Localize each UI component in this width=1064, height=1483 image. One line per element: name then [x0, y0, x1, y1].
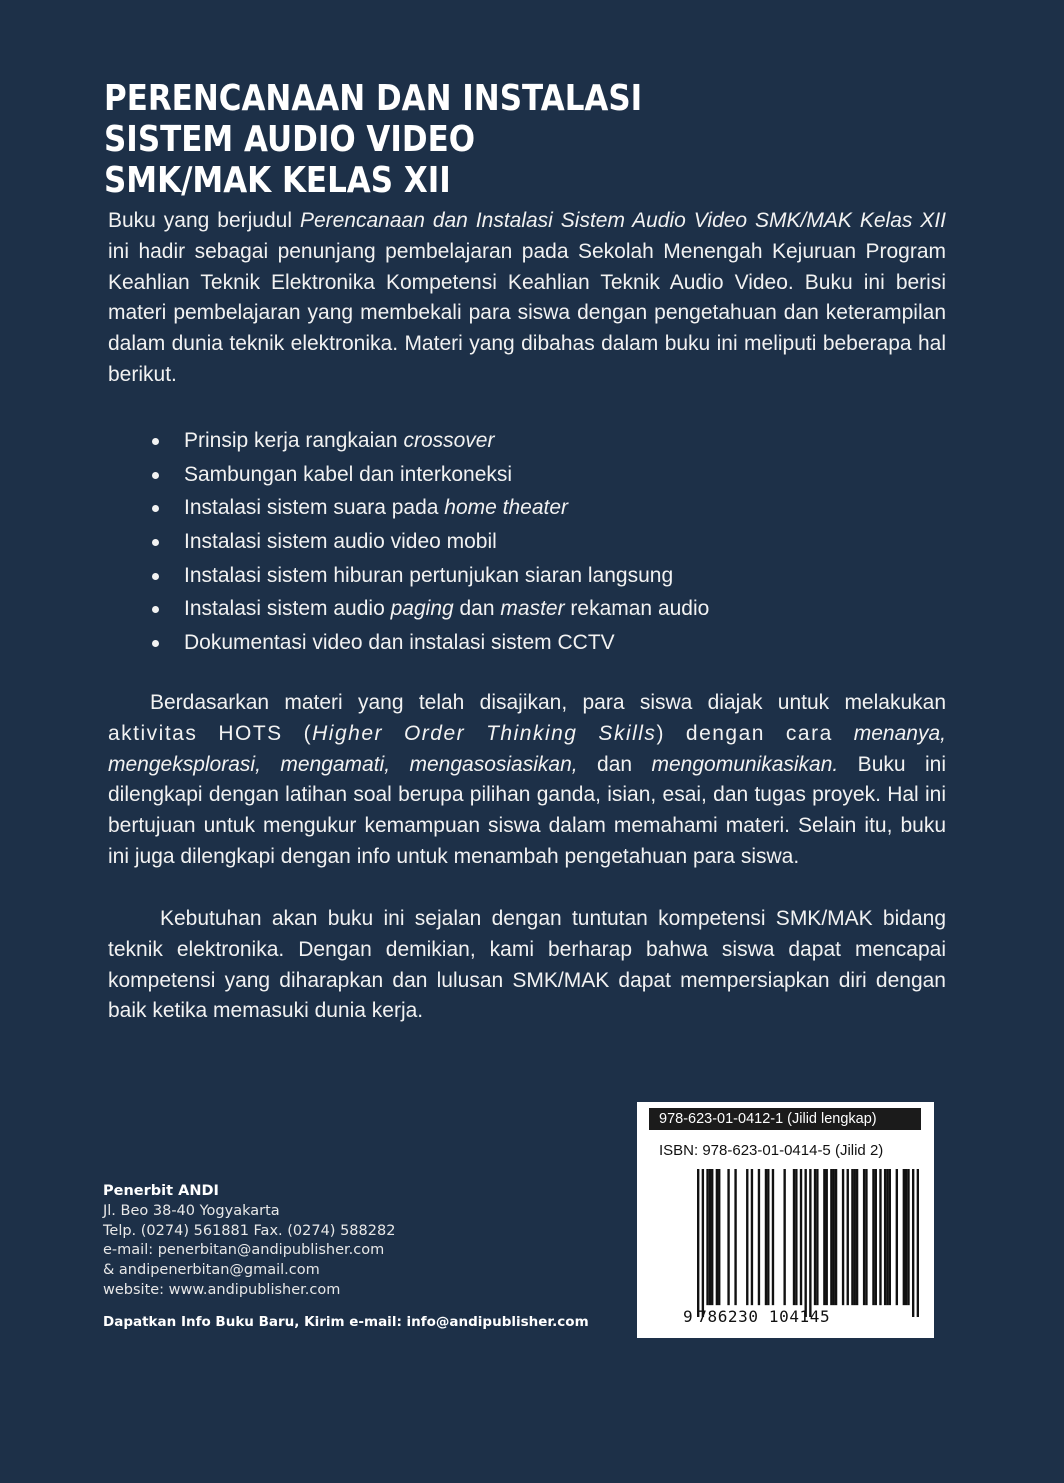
barcode-bar	[833, 1169, 835, 1305]
barcode-bar	[905, 1169, 907, 1305]
barcode-bar	[809, 1169, 811, 1317]
title-line-1: PERENCANAAN DAN INSTALASI	[104, 78, 643, 119]
barcode-bar	[863, 1169, 865, 1305]
barcode-bar	[875, 1169, 877, 1305]
publisher-website: website: www.andipublisher.com	[103, 1281, 341, 1298]
barcode-bar	[826, 1169, 828, 1305]
paragraph-text: aktivitas HOTS (	[108, 721, 313, 745]
publisher-name: Penerbit ANDI	[103, 1183, 219, 1199]
barcode-bar	[884, 1169, 886, 1305]
barcode-bar	[758, 1169, 760, 1305]
barcode-bar	[716, 1169, 718, 1305]
list-item-italic: paging	[390, 597, 454, 621]
list-item-italic: master	[500, 597, 565, 621]
barcode-bar	[711, 1169, 713, 1305]
publisher-email-2: & andipenerbitan@gmail.com	[103, 1262, 320, 1279]
barcode-box	[637, 1102, 934, 1338]
barcode-digits	[683, 1307, 923, 1326]
barcode-bar	[886, 1169, 888, 1305]
barcode-bar	[872, 1169, 874, 1305]
list-item-text: rekaman audio	[564, 597, 710, 621]
barcode-bar	[702, 1169, 704, 1317]
barcode-bar	[718, 1169, 720, 1305]
barcode-bar	[697, 1169, 699, 1317]
paragraph-text: dan	[577, 752, 652, 776]
paragraph-text: Berdasarkan materi yang telah disajikan, para siswa diajak untuk melakukan	[150, 691, 946, 714]
intro-text: Buku yang berjudul	[108, 209, 300, 232]
list-item	[152, 559, 932, 593]
barcode-bar	[814, 1169, 816, 1305]
barcode-digit-first: 9	[683, 1307, 694, 1326]
list-item-italic: home theater	[444, 496, 569, 520]
publisher-phone: Telp. (0274) 561881 Fax. (0274) 588282	[103, 1222, 396, 1239]
list-item-text: Dokumentasi video dan instalasi sistem CCTV	[184, 631, 615, 655]
list-item	[152, 458, 932, 492]
barcode-graphic	[697, 1169, 919, 1317]
barcode-bar	[851, 1169, 853, 1305]
paragraph-text: ) dengan cara	[656, 721, 854, 745]
list-item	[152, 525, 932, 559]
bullet-icon	[152, 505, 159, 512]
list-item-text: Instalasi sistem hiburan pertunjukan siaran langsung	[184, 563, 674, 587]
isbn-label: ISBN: 978-623-01-0414-5 (Jilid 2)	[659, 1142, 884, 1159]
paragraph-italic: mengomunikasikan.	[651, 752, 839, 776]
barcode-bar	[746, 1169, 748, 1305]
barcode-bar	[767, 1169, 769, 1305]
barcode-bar	[847, 1169, 849, 1305]
barcode-bar	[706, 1169, 708, 1305]
paragraph-italic: Higher Order Thinking Skills	[312, 721, 657, 745]
barcode-bar	[727, 1169, 729, 1305]
barcode-bar	[793, 1169, 795, 1305]
barcode-bar	[835, 1169, 837, 1305]
title-line-3: SMK/MAK KELAS XII	[104, 160, 451, 201]
barcode-bar	[734, 1169, 736, 1305]
list-item-text: Prinsip kerja rangkaian	[184, 429, 404, 452]
barcode-bar	[917, 1169, 919, 1317]
barcode-bar	[751, 1169, 753, 1305]
list-item-italic: crossover	[403, 429, 495, 452]
publisher-address: Jl. Beo 38-40 Yogyakarta	[103, 1202, 280, 1219]
barcode-bar	[879, 1169, 881, 1305]
bullet-icon	[152, 606, 159, 613]
bullet-icon	[152, 640, 159, 647]
publisher-email: e-mail: penerbitan@andipublisher.com	[103, 1242, 385, 1259]
barcode-bar	[795, 1169, 797, 1305]
paragraph-italic: menanya, mengeksplorasi, mengamati, mengasosiasikan,	[108, 721, 946, 776]
barcode-digit-rest: 786230 104145	[697, 1307, 831, 1326]
barcode-bar	[804, 1169, 806, 1317]
barcode-bar	[854, 1169, 856, 1305]
barcode-bar	[709, 1169, 711, 1305]
barcode-bar	[889, 1169, 891, 1305]
bullet-icon	[152, 472, 159, 479]
list-item-text: Instalasi sistem suara pada	[184, 496, 445, 520]
barcode-bar	[830, 1169, 832, 1305]
book-title	[104, 78, 844, 201]
list-item-text: Instalasi sistem audio video mobil	[184, 530, 497, 554]
barcode-bar	[856, 1169, 858, 1305]
barcode-bar	[903, 1169, 905, 1305]
barcode-bar	[800, 1169, 802, 1305]
barcode-bar	[765, 1169, 767, 1305]
publisher-info	[103, 1182, 623, 1301]
hots-paragraph	[108, 688, 946, 873]
list-item	[152, 424, 932, 458]
intro-book-name: Perencanaan dan Instalasi Sistem Audio Video SMK/MAK Kelas XII	[299, 209, 946, 232]
topic-list	[152, 424, 932, 660]
closing-paragraph: Kebutuhan akan buku ini sejalan dengan tuntutan kompetensi SMK/MAK bidang teknik elektronika. Dengan demikian, kami berharap bahwa siswa dapat mencapai kompetensi yang diharapkan dan lulusan SMK/MAK dapat mempersiapkan diri dengan baik ketika memasuki dunia kerja.	[108, 907, 946, 1023]
barcode-bar	[816, 1169, 818, 1305]
bullet-icon	[152, 539, 159, 546]
list-item-text: Instalasi sistem audio	[184, 597, 391, 621]
paragraph-text: Buku ini dilengkapi dengan latihan soal berupa pilihan ganda, isian, esai, dan tugas proyek. Hal ini bertujuan untuk mengukur kemampuan siswa dalam memahami materi. Selain itu, buku ini juga dilengkapi dengan info untuk menambah pengetahuan para siswa.	[108, 752, 946, 868]
bullet-icon	[152, 438, 159, 445]
barcode-bar	[865, 1169, 867, 1305]
barcode-bar	[772, 1169, 774, 1305]
barcode-bar	[783, 1169, 785, 1305]
title-line-2: SISTEM AUDIO VIDEO	[104, 119, 476, 160]
bullet-icon	[152, 573, 159, 580]
barcode-bar	[912, 1169, 914, 1317]
barcode-bar	[907, 1169, 909, 1305]
barcode-bar	[896, 1169, 898, 1305]
list-item	[152, 491, 932, 525]
list-item-text: Sambungan kabel dan interkoneksi	[184, 462, 513, 486]
list-item-text: dan	[453, 597, 501, 621]
list-item	[152, 626, 932, 660]
barcode-bar	[823, 1169, 825, 1305]
info-line: Dapatkan Info Buku Baru, Kirim e-mail: info@andipublisher.com	[103, 1314, 589, 1330]
intro-text-cont: ini hadir sebagai penunjang pembelajaran pada Sekolah Menengah Kejuruan Program Keahlian Teknik Elektronika Kompetensi Keahlian Teknik Audio Video. Buku ini berisi materi pembelajaran yang membekali para siswa dengan pengetahuan dan keterampilan dalam dunia teknik elektronika. Materi yang dibahas dalam buku ini meliputi beberapa hal berikut.	[108, 239, 946, 386]
list-item	[152, 592, 932, 626]
intro-paragraph	[108, 206, 946, 391]
isbn-complete-set: 978-623-01-0412-1 (Jilid lengkap)	[649, 1108, 921, 1130]
barcode-bar	[842, 1169, 844, 1305]
